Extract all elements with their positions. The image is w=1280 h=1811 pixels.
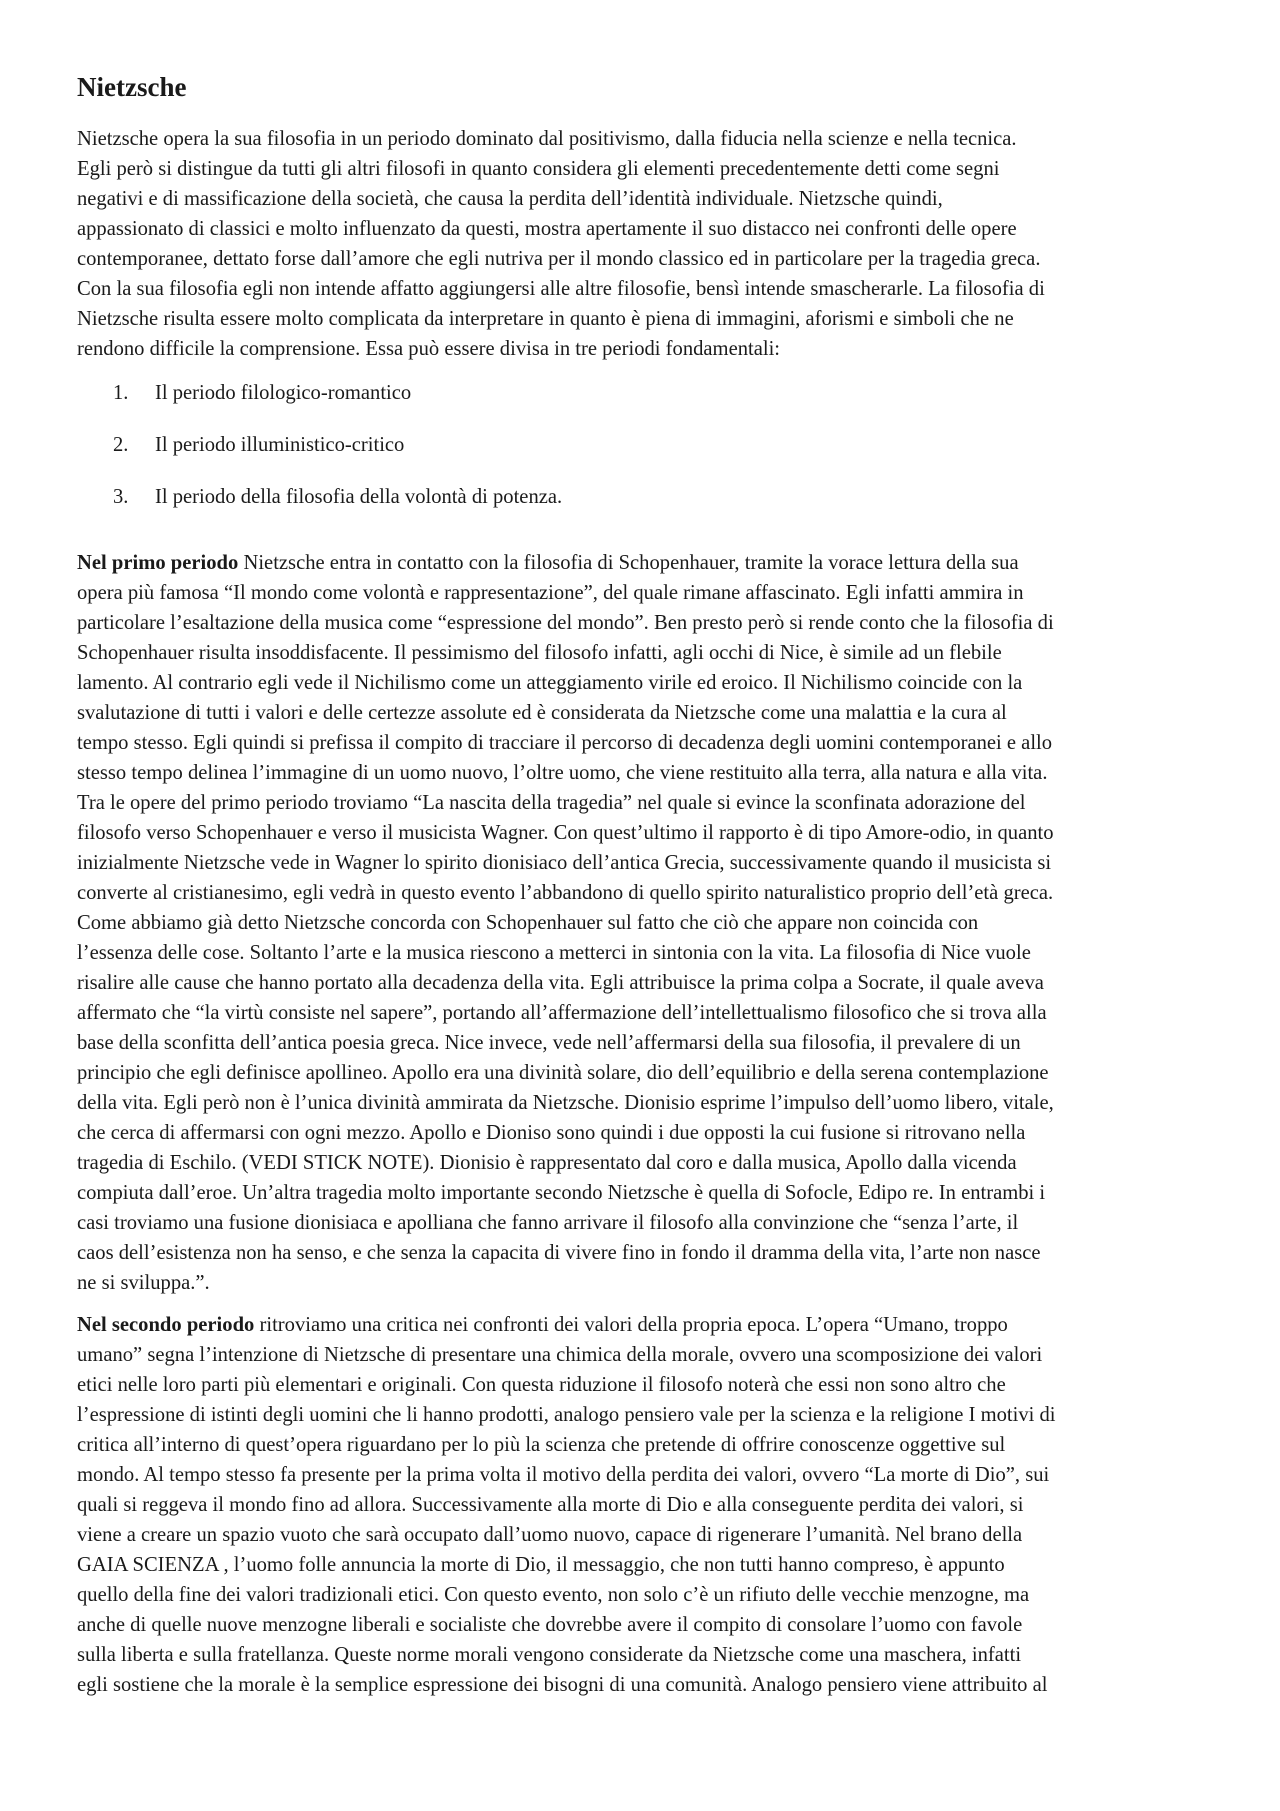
document-page [77, 70, 1213, 1700]
paragraph-line: che cerca di affermarsi con ogni mezzo. Apollo e Dioniso sono quindi i due opposti la cui fusione si ritrovano nella [77, 1122, 1026, 1144]
paragraph-line: etici nelle loro parti più elementari e originali. Con questa riduzione il filosofo noterà che essi non sono altro che [77, 1374, 1006, 1396]
paragraph-line: Tra le opere del primo periodo troviamo “La nascita della tragedia” nel quale si evince la sconfinata adorazione del [77, 792, 1026, 814]
paragraph-line: contemporanee, dettato forse dall’amore che egli nutriva per il mondo classico ed in particolare per la tragedia greca. [77, 248, 1041, 270]
paragraph-line: principio che egli definisce apollineo. Apollo era una divinità solare, dio dell’equilibrio e della serena contemplazione [77, 1062, 1049, 1084]
paragraph-line: caos dell’esistenza non ha senso, e che senza la capacita di vivere fino in fondo il dramma della vita, l’arte non nasce [77, 1242, 1041, 1264]
paragraph-line: egli sostiene che la morale è la semplice espressione dei bisogni di una comunità. Analogo pensiero viene attribuito al [77, 1674, 1048, 1696]
first-period-line-rest: Nietzsche entra in contatto con la filosofia di Schopenhauer, tramite la vorace lettura della sua [238, 552, 1019, 574]
paragraph-line: ne si sviluppa.”. [77, 1272, 210, 1294]
paragraph-line: Con la sua filosofia egli non intende affatto aggiungersi alle altre filosofie, bensì intende smascherarle. La filosofia di [77, 278, 1045, 300]
paragraph-line: lamento. Al contrario egli vede il Nichilismo come un atteggiamento virile ed eroico. Il Nichilismo coincide con la [77, 672, 1023, 694]
paragraph-line: inizialmente Nietzsche vede in Wagner lo spirito dionisiaco dell’antica Grecia, successivamente quando il musicista si [77, 852, 1052, 874]
paragraph-line: quello della fine dei valori tradizionali etici. Con questo evento, non solo c’è un rifiuto delle vecchie menzogne, ma [77, 1584, 1030, 1606]
paragraph-line: tragedia di Eschilo. (VEDI STICK NOTE). Dionisio è rappresentato dal coro e dalla musica, Apollo dalla vicenda [77, 1152, 1017, 1174]
paragraph-line: viene a creare un spazio vuoto che sarà occupato dall’uomo nuovo, capace di rigenerare l’umanità. Nel brano della [77, 1524, 1023, 1546]
paragraph-line [77, 1310, 1213, 1340]
paragraph-line: GAIA SCIENZA , l’uomo folle annuncia la morte di Dio, il messaggio, che non tutti hanno compreso, è appunto [77, 1554, 1005, 1576]
paragraph-line [77, 548, 1213, 578]
paragraph-line: Nietzsche risulta essere molto complicata da interpretare in quanto è piena di immagini, aforismi e simboli che ne [77, 308, 1014, 330]
paragraph-line: compiuta dall’eroe. Un’altra tragedia molto importante secondo Nietzsche è quella di Sofocle, Edipo re. In entrambi i [77, 1182, 1046, 1204]
paragraph-line: affermato che “la virtù consiste nel sapere”, portando all’affermazione dell’intellettualismo filosofico che si trova alla [77, 1002, 1047, 1024]
paragraph-line: appassionato di classici e molto influenzato da questi, mostra apertamente il suo distacco nei confronti delle opere [77, 218, 1017, 240]
paragraph-line: umano” segna l’intenzione di Nietzsche di presentare una chimica della morale, ovvero una scomposizione dei valori [77, 1344, 1043, 1366]
first-period-paragraph [77, 548, 1213, 1298]
paragraph-line: opera più famosa “Il mondo come volontà e rappresentazione”, del quale rimane affascinato. Egli infatti ammira in [77, 582, 1024, 604]
paragraph-line: Schopenhauer risulta insoddisfacente. Il pessimismo del filosofo infatti, agli occhi di Nice, è simile ad un flebile [77, 642, 1002, 664]
paragraph-line: rendono difficile la comprensione. Essa può essere divisa in tre periodi fondamentali: [77, 338, 781, 360]
paragraph-line: converte al cristianesimo, egli vedrà in questo evento l’abbandono di quello spirito naturalistico proprio dell’età greca. [77, 882, 1054, 904]
paragraph-line: Come abbiamo già detto Nietzsche concorda con Schopenhauer sul fatto che ciò che appare non coincida con [77, 912, 979, 934]
paragraph-line: stesso tempo delinea l’immagine di un uomo nuovo, l’oltre uomo, che viene restituito alla terra, alla natura e alla vita. [77, 762, 1048, 784]
paragraph-line: Nietzsche opera la sua filosofia in un periodo dominato dal positivismo, dalla fiducia nella scienze e nella tecnica. [77, 128, 1017, 150]
paragraph-line: l’essenza delle cose. Soltanto l’arte e la musica riescono a metterci in sintonia con la vita. La filosofia di Nice vuole [77, 942, 1031, 964]
second-period-paragraph [77, 1310, 1213, 1700]
paragraph-line: base della sconfitta dell’antica poesia greca. Nice invece, vede nell’affermarsi della sua filosofia, il prevalere di un [77, 1032, 1021, 1054]
paragraph-line: filosofo verso Schopenhauer e verso il musicista Wagner. Con quest’ultimo il rapporto è di tipo Amore-odio, in quanto [77, 822, 1054, 844]
page-title: Nietzsche [77, 72, 187, 102]
paragraph-line: tempo stesso. Egli quindi si prefissa il compito di tracciare il percorso di decadenza degli uomini contemporanei e allo [77, 732, 1053, 754]
list-item-label: Il periodo filologico-romantico [155, 382, 412, 404]
first-period-lead: Nel primo periodo [77, 552, 239, 574]
paragraph-line: casi troviamo una fusione dionisiaca e apolliana che fanno arrivare il filosofo alla convinzione che “senza l’arte, il [77, 1212, 1019, 1234]
paragraph-line: sulla liberta e sulla fratellanza. Queste norme morali vengono considerate da Nietzsche come una maschera, infatti [77, 1644, 1022, 1666]
list-item [77, 430, 1213, 482]
second-period-line-rest: ritroviamo una critica nei confronti dei valori della propria epoca. L’opera “Umano, troppo [254, 1314, 1008, 1336]
paragraph-line: mondo. Al tempo stesso fa presente per la prima volta il motivo della perdita dei valori, ovvero “La morte di Dio”, sui [77, 1464, 1050, 1486]
paragraph-line: della vita. Egli però non è l’unica divinità ammirata da Nietzsche. Dionisio esprime l’impulso dell’uomo libero, vitale, [77, 1092, 1054, 1114]
list-item-label: Il periodo illuministico-critico [155, 434, 405, 456]
list-number: 1. [113, 382, 129, 404]
second-period-lead: Nel secondo periodo [77, 1314, 255, 1336]
paragraph-line: quali si reggeva il mondo fino ad allora. Successivamente alla morte di Dio e alla conseguente perdita dei valori, si [77, 1494, 1024, 1516]
list-number: 3. [113, 486, 129, 508]
list-item [77, 378, 1213, 430]
paragraph-line: critica all’interno di quest’opera riguardano per lo più la scienza che pretende di offrire conoscenze oggettive sul [77, 1434, 1006, 1456]
paragraph-line: Egli però si distingue da tutti gli altri filosofi in quanto considera gli elementi precedentemente detti come segni [77, 158, 1000, 180]
list-item [77, 482, 1213, 534]
list-number: 2. [113, 434, 129, 456]
intro-paragraph [77, 124, 1213, 364]
paragraph-line: negativi e di massificazione della società, che causa la perdita dell’identità individuale. Nietzsche quindi, [77, 188, 943, 210]
list-item-label: Il periodo della filosofia della volontà di potenza. [155, 486, 563, 508]
paragraph-line: svalutazione di tutti i valori e delle certezze assolute ed è considerata da Nietzsche come una malattia e la cura al [77, 702, 1007, 724]
paragraph-line: l’espressione di istinti degli uomini che li hanno prodotti, analogo pensiero vale per la scienza e la religione I motivi di [77, 1404, 1056, 1426]
paragraph-line: anche di quelle nuove menzogne liberali e socialiste che dovrebbe avere il compito di consolare l’uomo con favole [77, 1614, 1023, 1636]
paragraph-line: risalire alle cause che hanno portato alla decadenza della vita. Egli attribuisce la prima colpa a Socrate, il quale aveva [77, 972, 1044, 994]
periods-list [77, 378, 1213, 534]
paragraph-line: particolare l’esaltazione della musica come “espressione del mondo”. Ben presto però si rende conto che la filosofia di [77, 612, 1054, 634]
